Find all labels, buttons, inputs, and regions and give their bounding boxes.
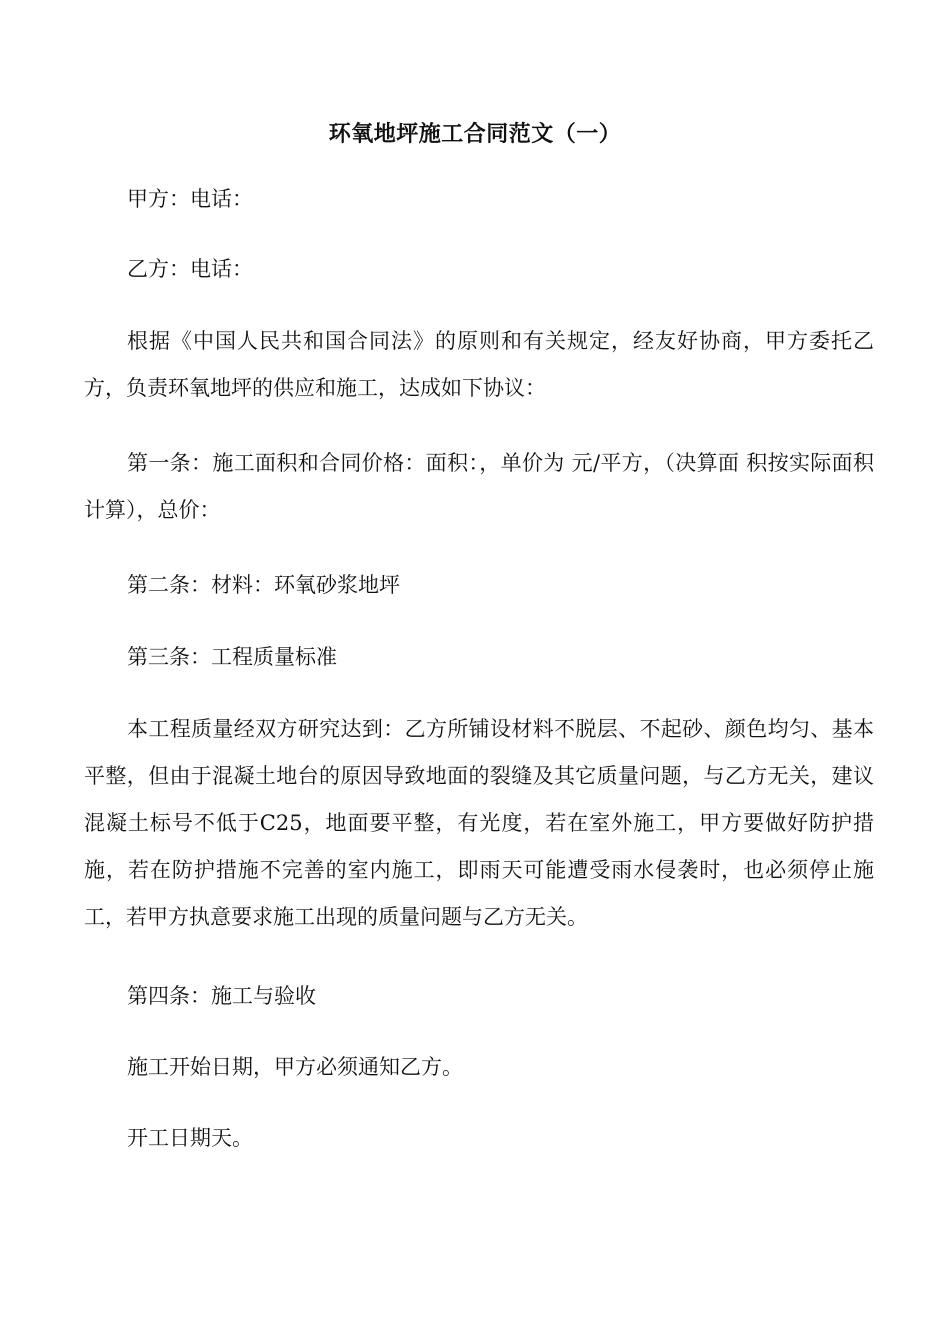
- article-three-heading: 第三条：工程质量标准: [127, 645, 337, 669]
- commencement-date-paragraph: 开工日期天。: [127, 1126, 253, 1150]
- party-a-line: 甲方：电话：: [127, 187, 253, 211]
- start-date-paragraph: 施工开始日期，甲方必须通知乙方。: [127, 1055, 463, 1079]
- party-b-line: 乙方：电话：: [127, 257, 253, 281]
- article-four-heading: 第四条：施工与验收: [127, 984, 316, 1008]
- quality-standard-paragraph: 本工程质量经双方研究达到：乙方所铺设材料不脱层、不起砂、颜色均匀、基本平整，但由于混凝土地台的原因导致地面的裂缝及其它质量问题，与乙方无关，建议混凝土标号不低于C25，地面要平整，有光度，若在室外施工，甲方要做好防护措施，若在防护措施不完善的室内施工，即雨天可能遭受雨水侵袭时，也必须停止施工，若甲方执意要求施工出现的质量问题与乙方无关。: [84, 717, 874, 929]
- document-title: 环氧地坪施工合同范文（一）: [328, 121, 622, 147]
- article-two-heading: 第二条：材料：环氧砂浆地坪: [127, 573, 400, 597]
- article-one-paragraph: 第一条：施工面积和合同价格：面积：，单价为 元/平方，（决算面 积按实际面积计算），总价：: [84, 451, 874, 522]
- preamble-paragraph: 根据《中国人民共和国合同法》的原则和有关规定，经友好协商，甲方委托乙方，负责环氧地坪的供应和施工，达成如下协议：: [84, 329, 874, 400]
